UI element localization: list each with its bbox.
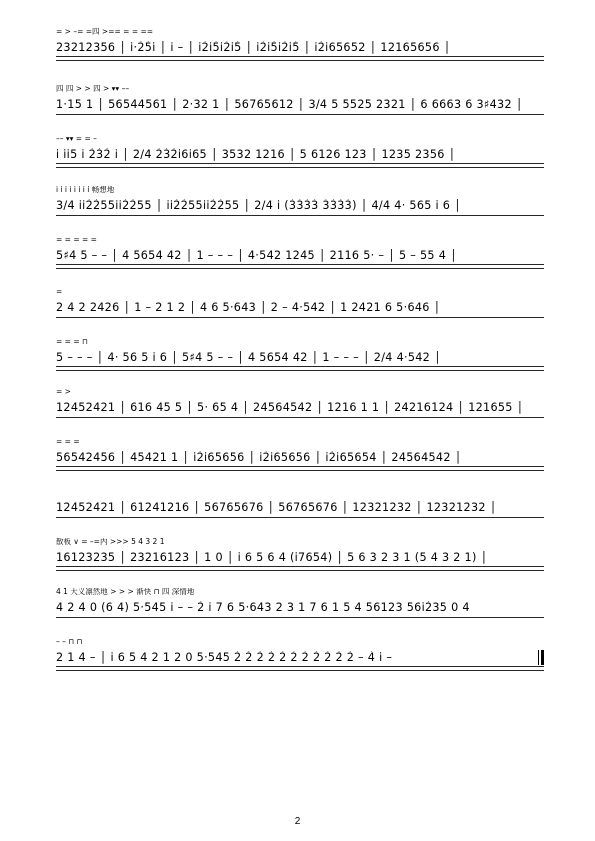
system-marks: = = = = = — [56, 236, 97, 244]
duration-underline — [56, 466, 544, 471]
notation-system: 16123235 │ 23216123 │ 1 0 │ i̇ 6 5 6 4 (i̇7654) │ 5 6 3 2 3 1 (5 4 3 2 1) │ — [56, 551, 488, 564]
duration-underline — [56, 516, 544, 518]
duration-underline — [56, 214, 544, 216]
system-marks: = > –= =四 >== = = == — [56, 28, 154, 36]
notation-system: i̇ i̇i̇5 i̇ 2̇3̇2̇ i̇ │ 2/4 2̇3̇2̇i̇6i̇65 │ 3532 1216 │ 5 6126 123 │ 1235 2356 │ — [56, 148, 456, 161]
notation-system: 4 2 4 0 (6 4) 5·545 i̇ – – 2̇ i̇ 7 6 5·643 2 3 1 7 6 1 5 4 56123 56i̇2̇35 0 4 — [56, 601, 470, 614]
duration-underline — [56, 566, 544, 571]
system-marks: 4 1 大义凛然地 > > > 渐快 ⊓ 四 深情地 — [56, 588, 195, 596]
duration-underline — [56, 163, 544, 168]
duration-underline — [56, 366, 544, 371]
duration-underline — [56, 666, 544, 671]
duration-underline — [56, 616, 544, 618]
system-marks: 散板 ∨ = –=内 >>> 5 4 3 2 1 — [56, 538, 165, 546]
system-marks: = — [56, 288, 63, 296]
notation-system: 12452421 │ 616 45 5 │ 5· 65 4 │ 24564542 │ 1216 1 1 │ 24216124 │ 121655 │ — [56, 401, 524, 414]
duration-underline — [56, 56, 544, 61]
system-marks: = = = — [56, 438, 80, 446]
system-marks: i̇ i̇ i̇ i̇ i̇ i̇ i̇ i̇ 畅想地 — [56, 186, 115, 194]
notation-system: 5 – – – │ 4· 56 5 i̇ 6 │ 5♯4 5 – – │ 4 5654 42 │ 1 – – – │ 2/4 4·542 │ — [56, 351, 441, 364]
system-marks: = = = ⊓ — [56, 338, 88, 346]
page-number: 2 — [294, 816, 301, 827]
system-marks: = > — [56, 388, 71, 396]
system-marks: – – ⊓ ⊓ — [56, 638, 83, 646]
notation-system: 2 4 2 2426 │ 1 – 2 1 2 │ 4 6 5·643 │ 2 – 4·542 │ 1 2421 6 5·646 │ — [56, 301, 441, 314]
duration-underline — [56, 264, 544, 269]
notation-system: 5♯4 5 – – │ 4 5654 42 │ 1 – – – │ 4·542 1245 │ 2116 5· – │ 5 – 55 4 │ — [56, 249, 457, 262]
notation-system: 3/4 i̇i̇2̇2̇55i̇i̇2̇2̇55 │ i̇i̇2̇2̇55i̇i̇2̇2̇55 │ 2/4 i̇ (3̇3̇3̇3̇ 3̇3̇3̇3̇) │ 4/4 4· 565 i̇ 6 │ — [56, 199, 462, 212]
notation-system: 56542456 │ 45421 1 │ i̇2̇i̇65656 │ i̇2̇i̇65656 │ i̇2̇i̇65654 │ 24564542 │ — [56, 451, 462, 464]
duration-underline — [56, 113, 544, 115]
duration-underline — [56, 316, 544, 318]
duration-underline — [56, 416, 544, 418]
notation-system: 23212356 │ i̇·2̇5̇i̇ │ i̇ – │ i̇2̇i̇5̇i̇2̇i̇5̇ │ i̇2̇i̇5̇i̇2̇i̇5̇ │ i̇2̇i̇65652 │ 12165656 │ — [56, 41, 451, 54]
system-marks: –– ▾▾ = = – — [56, 135, 97, 143]
notation-system: 2 1 4 – │ i̇ 6 5 4 2 1 2 0 5·545 2̇ 2̇ 2̇ 2̇ 2̇ 2̇ 2̇ 2̇ 2̇ 2̇ 2̇ – 4̇ i̇ – — [56, 651, 393, 664]
notation-system: 1·15 1 │ 56544561 │ 2·32 1 │ 56765612 │ 3/4 5 5525 2321 │ 6 6663 6 3♯432 │ — [56, 98, 523, 111]
final-barline — [538, 650, 544, 665]
notation-system: 12452421 │ 61241216 │ 56765676 │ 56765676 │ 12321232 │ 12321232 │ — [56, 501, 497, 514]
system-marks: 四 四 > > 四 > ▾▾ –– — [56, 85, 130, 93]
